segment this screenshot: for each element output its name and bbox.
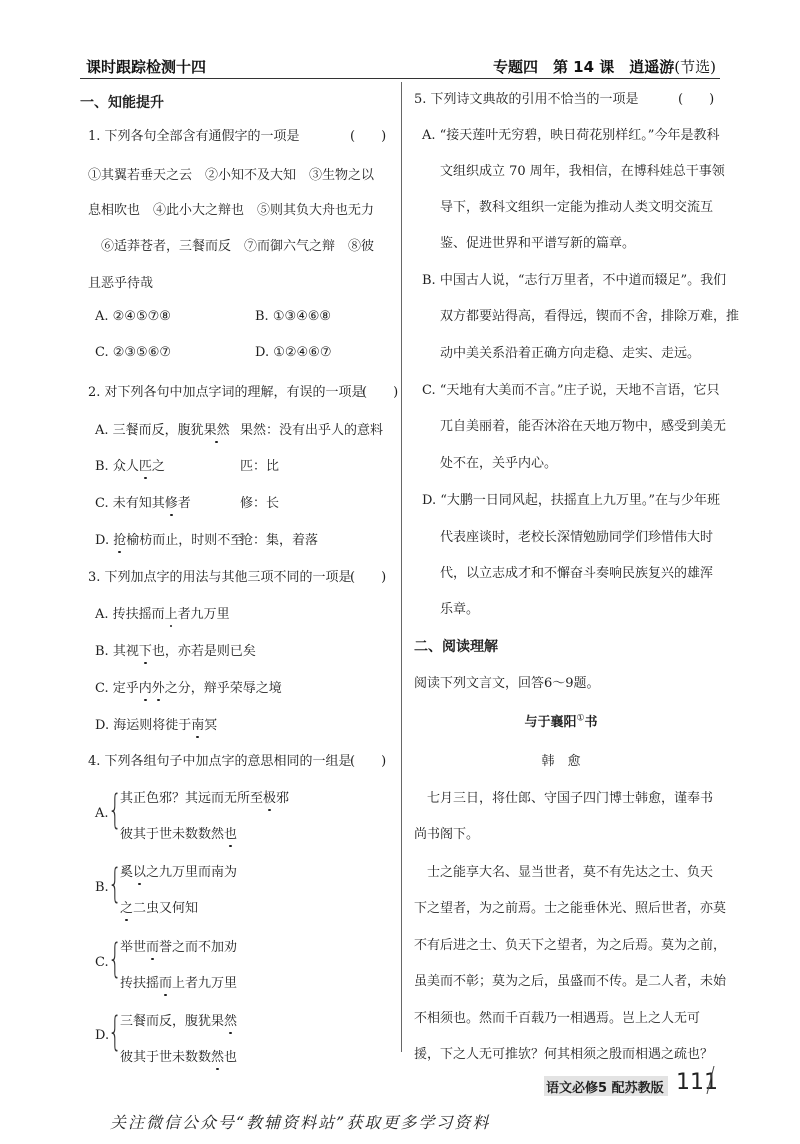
q2-option-c: [95, 492, 191, 511]
q3-a-text: A. 抟扶摇而: [95, 607, 165, 622]
q4-b1-text: 奚: [120, 865, 134, 880]
q5-a-line-4: 鉴、促进世界和平谱写新的篇章。: [440, 236, 636, 251]
q5-a-line-1: A. “接天莲叶无穷碧，映日荷花别样红。”今年是教科: [422, 128, 720, 143]
q3-c-dotted: 内: [139, 677, 152, 696]
q5-b-line-1: B. 中国古人说，“志行万里者，不中道而辍足”。我们: [422, 273, 727, 288]
q4-d1-dotted: 然: [224, 1010, 237, 1029]
q1-option-a: A. ②④⑤⑦⑧: [95, 309, 171, 324]
passage-title-text: 与于襄阳: [524, 715, 577, 730]
q1-line-2: 息相吹也 ④此小大之辩也 ⑤则其负大舟也无力: [88, 203, 375, 218]
q3-stem: 3. 下列加点字的用法与其他三项不同的一项是: [88, 570, 352, 585]
q4-b2-text-post: 二虫又何知: [133, 901, 199, 916]
q3-b-dotted: 下: [139, 640, 152, 659]
q4-c-sentence-2: [120, 972, 237, 991]
passage-line-6: 虽美而不彰；莫为之后，虽盛而不传。是二人者，未始: [414, 974, 727, 989]
q3-option-d: [95, 714, 217, 733]
q5-c-line-1: C. “天地有大美而不言。”庄子说，天地不言语，它只: [422, 383, 720, 398]
q2-option-c-gloss: 修：长: [240, 496, 280, 511]
q5-b-line-2: 双方都要站得高，看得远，锲而不舍，排除万难，推: [440, 309, 740, 324]
q5-answer-paren: ( ): [678, 92, 715, 107]
q4-a2-dotted: 也: [224, 823, 237, 842]
q4-a1-text-post: 邪: [276, 791, 290, 806]
q2-option-b: [95, 455, 165, 474]
q4-c2-dotted: 而: [159, 972, 172, 991]
q2-c-text: C. 未有知其: [95, 496, 165, 511]
q4-d1-text: 三餐而反，腹犹果: [120, 1014, 225, 1029]
passage-line-1: 七月三日，将仕郎、守国子四门博士韩愈，谨奉书: [414, 791, 714, 806]
watermark-text: 关注微信公众号“教辅资料站”获取更多学习资料: [110, 1113, 491, 1132]
passage-line-5: 不有后进之士、负天下之望者，为之后焉。莫为之前，: [414, 938, 727, 953]
q3-c-dotted-2: 外: [152, 677, 165, 696]
q1-option-c: C. ②③⑤⑥⑦: [95, 345, 172, 360]
q5-c-line-3: 处不在，关乎内心。: [440, 456, 558, 471]
q1-option-b: B. ①③④⑥⑧: [255, 309, 332, 324]
q2-c-dotted: 修: [165, 492, 178, 511]
q2-stem: 2. 对下列各句中加点字词的理解，有误的一项是: [88, 385, 365, 400]
q2-option-a: [95, 419, 230, 438]
q3-d-dotted: 南: [191, 714, 204, 733]
q4-d2-text-post: 也: [224, 1050, 238, 1065]
q2-d-dotted: 抢: [113, 529, 126, 548]
header-lesson: 专题四 第 14 课 逍遥游: [492, 58, 675, 76]
q5-c-line-2: 兀自美丽着，能否沐浴在天地万物中，感受到美无: [440, 419, 727, 434]
q4-b-sentence-2: [120, 897, 198, 916]
q2-b-text-post: 之: [151, 459, 165, 474]
q3-option-c: [95, 677, 282, 696]
q1-line-3: ⑥适莽苍者，三餐而反 ⑦而御六气之辩 ⑧彼: [88, 239, 375, 254]
header-right-title: [493, 56, 716, 77]
q5-a-line-3: 导下，教科文组织一定能为推动人类文明交流互: [440, 200, 714, 215]
q2-answer-paren: ( ): [362, 385, 399, 400]
passage-title: [402, 711, 720, 730]
section-heading-1: 一、知能提升: [80, 95, 164, 111]
q1-option-d: D. ①②④⑥⑦: [255, 345, 332, 360]
q4-b1-text-post: 之九万里而南为: [146, 865, 238, 880]
q4-option-b-label: B.: [95, 880, 109, 895]
q5-d-line-3: 代，以立志成才和不懈奋斗奏响民族复兴的雄浑: [440, 566, 714, 581]
q4-a-sentence-1: [120, 787, 289, 806]
q3-c-text: C. 定乎: [95, 681, 139, 696]
q5-d-line-1: D. “大鹏一日同风起，扶摇直上九万里。”在与少年班: [422, 493, 721, 508]
passage-line-2: 尚书阁下。: [414, 827, 480, 842]
q4-b2-dotted: 之: [120, 897, 133, 916]
header-lesson-sub: (节选): [674, 58, 716, 76]
q5-stem: 5. 下列诗文典故的引用不恰当的一项是: [414, 92, 639, 107]
q1-answer-paren: ( ): [350, 129, 387, 144]
q4-c1-text: 举世: [120, 940, 147, 955]
q3-d-text: D. 海运则将徙于: [95, 718, 192, 733]
column-divider: [401, 82, 402, 1052]
q4-c-sentence-1: [120, 936, 237, 955]
header-rule: [80, 78, 720, 79]
q4-b-brace: {: [108, 861, 122, 907]
q2-option-a-gloss: 果然：没有出乎人的意料: [240, 423, 384, 438]
q3-b-text: B. 其视: [95, 644, 139, 659]
q2-a-text: A. 三餐而反，腹犹: [95, 423, 204, 438]
header-left-title: 课时跟踪检测十四: [86, 58, 207, 76]
q4-d2-dotted: 然: [211, 1046, 224, 1065]
q1-line-4: 且恶乎待哉: [88, 276, 154, 291]
q4-stem: 4. 下列各组句子中加点字的意思相同的一组是: [88, 754, 352, 769]
q3-d-text-post: 冥: [204, 718, 218, 733]
q3-option-b: [95, 640, 256, 659]
q5-d-line-2: 代表座谈时，老校长深情勉励同学们珍惜伟大时: [440, 530, 714, 545]
q4-c-brace: {: [108, 936, 122, 982]
q4-d-sentence-1: [120, 1010, 237, 1029]
q3-a-dotted: 上: [165, 603, 178, 622]
q4-c1-dotted: 而: [146, 936, 159, 955]
q4-a1-dotted: 极: [263, 787, 276, 806]
q4-answer-paren: ( ): [350, 754, 387, 769]
q2-a-dotted: 果然: [204, 419, 230, 438]
q2-d-text: D.: [95, 533, 114, 548]
passage-line-3: 士之能享大名、显当世者，莫不有先达之士、负天: [414, 865, 714, 880]
q5-b-line-3: 动中美关系沿着正确方向走稳、走实、走远。: [440, 346, 701, 361]
q4-option-d-label: D.: [95, 1028, 110, 1043]
q4-a-brace: {: [108, 787, 122, 833]
q4-d-brace: {: [108, 1009, 122, 1055]
q4-c2-text-post: 上者九万里: [172, 976, 238, 991]
q3-c-text-post: 之分，辩乎荣辱之境: [164, 681, 282, 696]
q4-d-sentence-2: [120, 1046, 237, 1065]
passage-line-4: 下之望者，为之前焉。士之能垂休光、照后世者，亦莫: [414, 901, 727, 916]
q4-a1-text: 其正色邪？其远而无所至: [120, 791, 264, 806]
passage-author: 韩 愈: [541, 754, 581, 769]
q2-option-d: [95, 529, 243, 548]
q4-b1-dotted: 以: [133, 861, 146, 880]
q2-option-d-gloss: 抢：集，着落: [240, 533, 319, 548]
passage-title-text-post: 书: [584, 715, 598, 730]
q2-c-text-post: 者: [177, 496, 191, 511]
q3-a-text-post: 者九万里: [177, 607, 230, 622]
q4-c2-text: 抟扶摇: [120, 976, 160, 991]
q3-b-text-post: 也，亦若是则已矣: [151, 644, 256, 659]
page-number: 111: [676, 1070, 718, 1095]
q4-d2-text: 彼其于世未数数: [120, 1050, 212, 1065]
q2-b-text: B. 众人: [95, 459, 139, 474]
q4-a-sentence-2: [120, 823, 237, 842]
q3-answer-paren: ( ): [350, 570, 387, 585]
footer-label: 语文必修5 配苏教版: [546, 1081, 664, 1096]
q5-d-line-4: 乐章。: [440, 602, 480, 617]
q4-option-c-label: C.: [95, 955, 109, 970]
q5-a-line-2: 文组织成立 70 周年，我相信，在博科娃总干事领: [440, 164, 725, 179]
q2-option-b-gloss: 匹：比: [240, 459, 280, 474]
reading-intro: 阅读下列文言文，回答6～9题。: [414, 676, 600, 691]
q1-line-1: ①其翼若垂天之云 ②小知不及大知 ③生物之以: [88, 168, 375, 183]
passage-line-7: 不相须也。然而千百载乃一相遇焉。岂上之人无可: [414, 1011, 701, 1026]
q4-b-sentence-1: [120, 861, 237, 880]
passage-line-8: 援，下之人无可推欤？何其相须之殷而相遇之疏也？: [414, 1047, 714, 1062]
q1-stem: 1. 下列各句全部含有通假字的一项是: [88, 129, 300, 144]
section-heading-2: 二、阅读理解: [414, 639, 498, 655]
q4-option-a-label: A.: [95, 806, 109, 821]
q2-d-text-post: 榆枋而止，时则不至: [126, 533, 244, 548]
q4-a2-text: 彼其于世未数数然: [120, 827, 225, 842]
q4-c1-text-post: 誉之而不加劝: [159, 940, 238, 955]
q3-option-a: [95, 603, 230, 622]
passage-title-footnote: ①: [576, 713, 585, 724]
q2-b-dotted: 匹: [139, 455, 152, 474]
